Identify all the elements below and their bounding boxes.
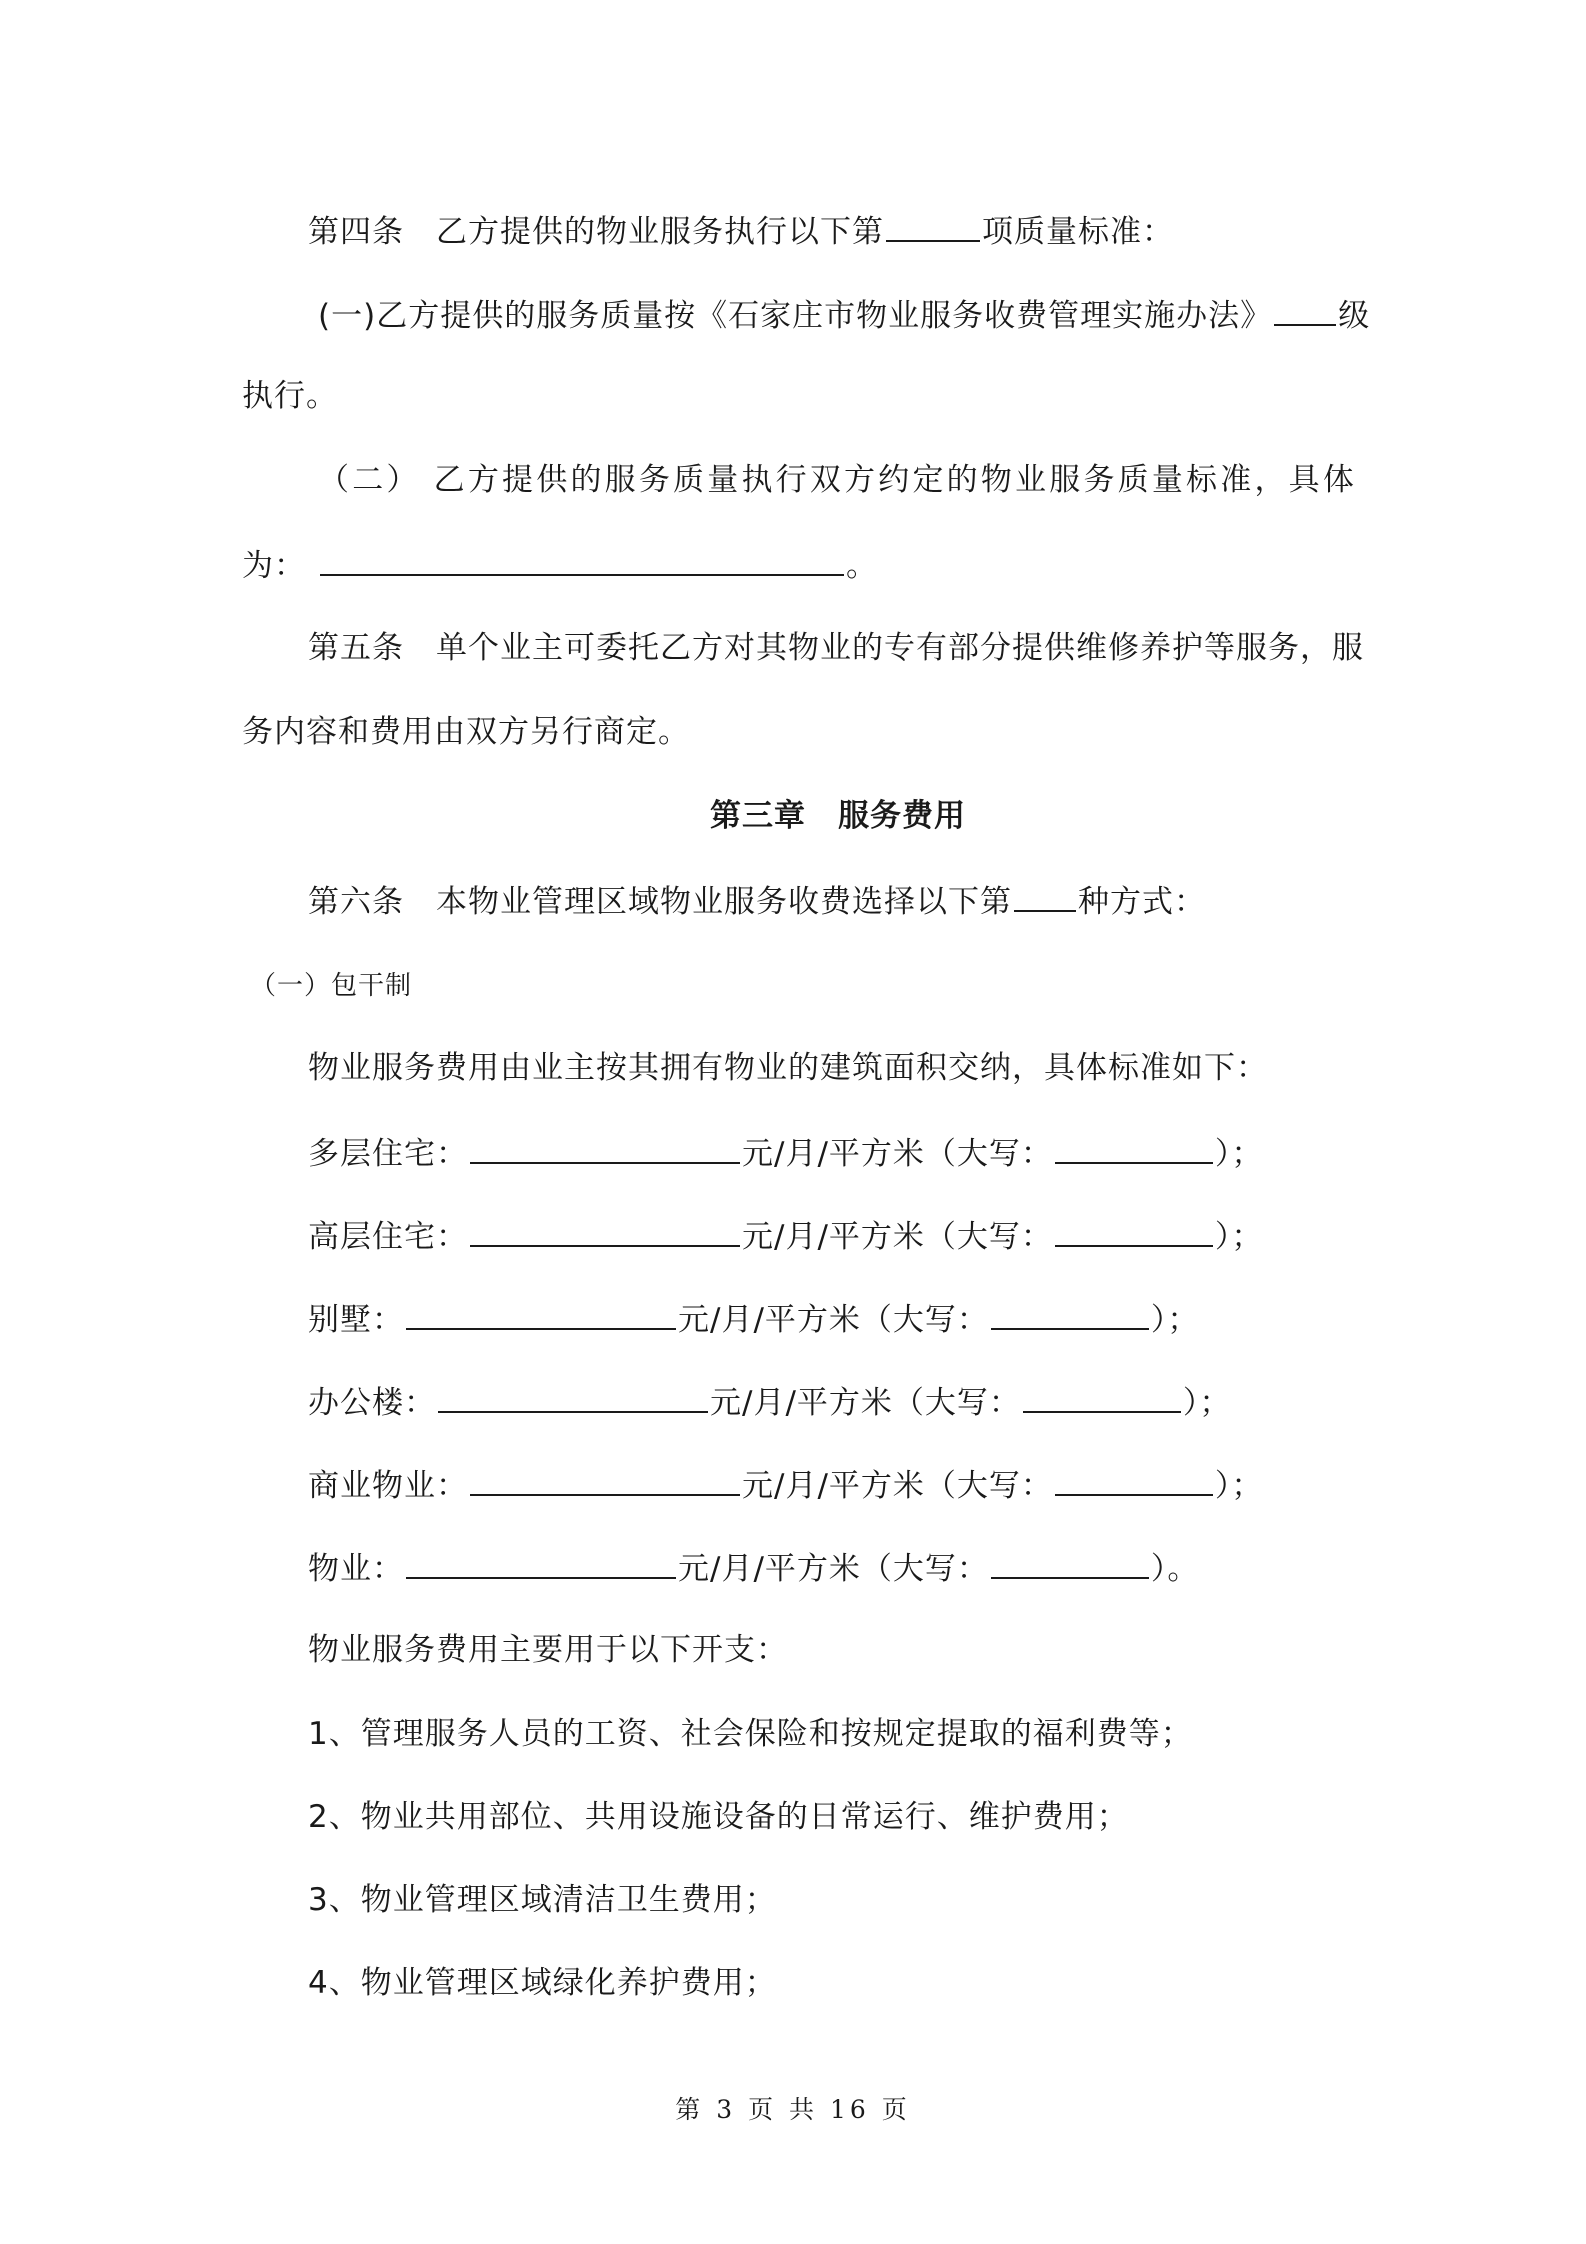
fee-amount-blank[interactable] — [406, 1298, 676, 1330]
page-footer: 第 3 页 共 16 页 — [675, 2095, 911, 2124]
item-2-cont-a: 为： — [242, 548, 306, 584]
fee-amount-blank[interactable] — [470, 1215, 740, 1247]
item-2-cont-b: 。 — [846, 548, 878, 584]
fee-amount-blank[interactable] — [470, 1132, 740, 1164]
fee-row-end: ）； — [1182, 1385, 1232, 1421]
fee-row-property — [308, 1547, 1199, 1589]
article-4-text-b: 项质量标准： — [982, 214, 1174, 250]
fee-intro: 物业服务费用由业主按其拥有物业的建筑面积交纳，具体标准如下： — [308, 1050, 1268, 1086]
fee-row-unit: 元/月/平方米（大写： — [742, 1136, 1053, 1172]
fee-capital-blank[interactable] — [1055, 1464, 1213, 1496]
fee-row-label: 别墅： — [308, 1302, 404, 1338]
item-1-text-a: (一)乙方提供的服务质量按《石家庄市物业服务收费管理实施办法》 — [318, 298, 1273, 334]
fee-capital-blank[interactable] — [991, 1547, 1149, 1579]
fee-row-multistory — [308, 1132, 1263, 1174]
fee-capital-blank[interactable] — [1023, 1381, 1181, 1413]
article-5-cont: 务内容和费用由双方另行商定。 — [242, 714, 690, 750]
item-2: （二） 乙方提供的服务质量执行双方约定的物业服务质量标准，具体 — [318, 462, 1358, 498]
expense-item: 1、管理服务人员的工资、社会保险和按规定提取的福利费等； — [308, 1716, 1193, 1752]
fee-row-unit: 元/月/平方米（大写： — [678, 1302, 989, 1338]
fee-row-label: 物业： — [308, 1551, 404, 1587]
fee-row-end: ）。 — [1150, 1551, 1200, 1587]
article-5-label: 第五条 — [308, 630, 404, 666]
fee-row-end: ）； — [1150, 1302, 1200, 1338]
fee-row-label: 商业物业： — [308, 1468, 468, 1504]
fee-row-end: ）； — [1214, 1219, 1264, 1255]
fee-amount-blank[interactable] — [406, 1547, 676, 1579]
article-5-text: 单个业主可委托乙方对其物业的专有部分提供维修养护等服务，服 — [436, 630, 1364, 666]
fee-row-end: ）； — [1214, 1468, 1264, 1504]
expense-item: 4、物业管理区域绿化养护费用； — [308, 1965, 777, 2001]
fee-row-unit: 元/月/平方米（大写： — [678, 1551, 989, 1587]
article-6-text-a: 本物业管理区域物业服务收费选择以下第 — [436, 884, 1012, 920]
fee-row-label: 高层住宅： — [308, 1219, 468, 1255]
article-5 — [308, 628, 1364, 668]
item-1-text-b: 级 — [1338, 298, 1371, 334]
fee-row-label: 多层住宅： — [308, 1136, 468, 1172]
expense-item: 2、物业共用部位、共用设施设备的日常运行、维护费用； — [308, 1799, 1129, 1835]
item-1-cont: 执行。 — [242, 378, 338, 414]
fee-row-unit: 元/月/平方米（大写： — [742, 1468, 1053, 1504]
article-6-blank[interactable] — [1014, 880, 1076, 912]
fee-row-end: ）； — [1214, 1136, 1264, 1172]
fee-row-unit: 元/月/平方米（大写： — [742, 1219, 1053, 1255]
fee-capital-blank[interactable] — [1055, 1132, 1213, 1164]
item-2-blank[interactable] — [320, 544, 844, 576]
article-6-text-b: 种方式： — [1078, 884, 1206, 920]
article-4 — [308, 210, 1174, 252]
item-2-cont — [242, 544, 878, 586]
article-4-text-a: 乙方提供的物业服务执行以下第 — [436, 214, 884, 250]
fee-row-villa — [308, 1298, 1199, 1340]
fee-capital-blank[interactable] — [1055, 1215, 1213, 1247]
fee-row-unit: 元/月/平方米（大写： — [710, 1385, 1021, 1421]
article-6 — [308, 880, 1206, 922]
expense-item: 3、物业管理区域清洁卫生费用； — [308, 1882, 777, 1918]
fee-capital-blank[interactable] — [991, 1298, 1149, 1330]
expense-intro: 物业服务费用主要用于以下开支： — [308, 1632, 788, 1668]
article-4-blank[interactable] — [886, 210, 980, 242]
item-1 — [318, 294, 1370, 336]
fee-row-highrise — [308, 1215, 1263, 1257]
fee-row-label: 办公楼： — [308, 1385, 436, 1421]
method-1-label: （一）包干制 — [250, 971, 413, 1001]
chapter-title: 第三章 服务费用 — [710, 798, 966, 834]
article-6-label: 第六条 — [308, 884, 404, 920]
fee-row-office — [308, 1381, 1231, 1423]
fee-row-commercial — [308, 1464, 1263, 1506]
article-4-label: 第四条 — [308, 214, 404, 250]
fee-amount-blank[interactable] — [470, 1464, 740, 1496]
item-1-blank[interactable] — [1274, 294, 1336, 326]
fee-amount-blank[interactable] — [438, 1381, 708, 1413]
